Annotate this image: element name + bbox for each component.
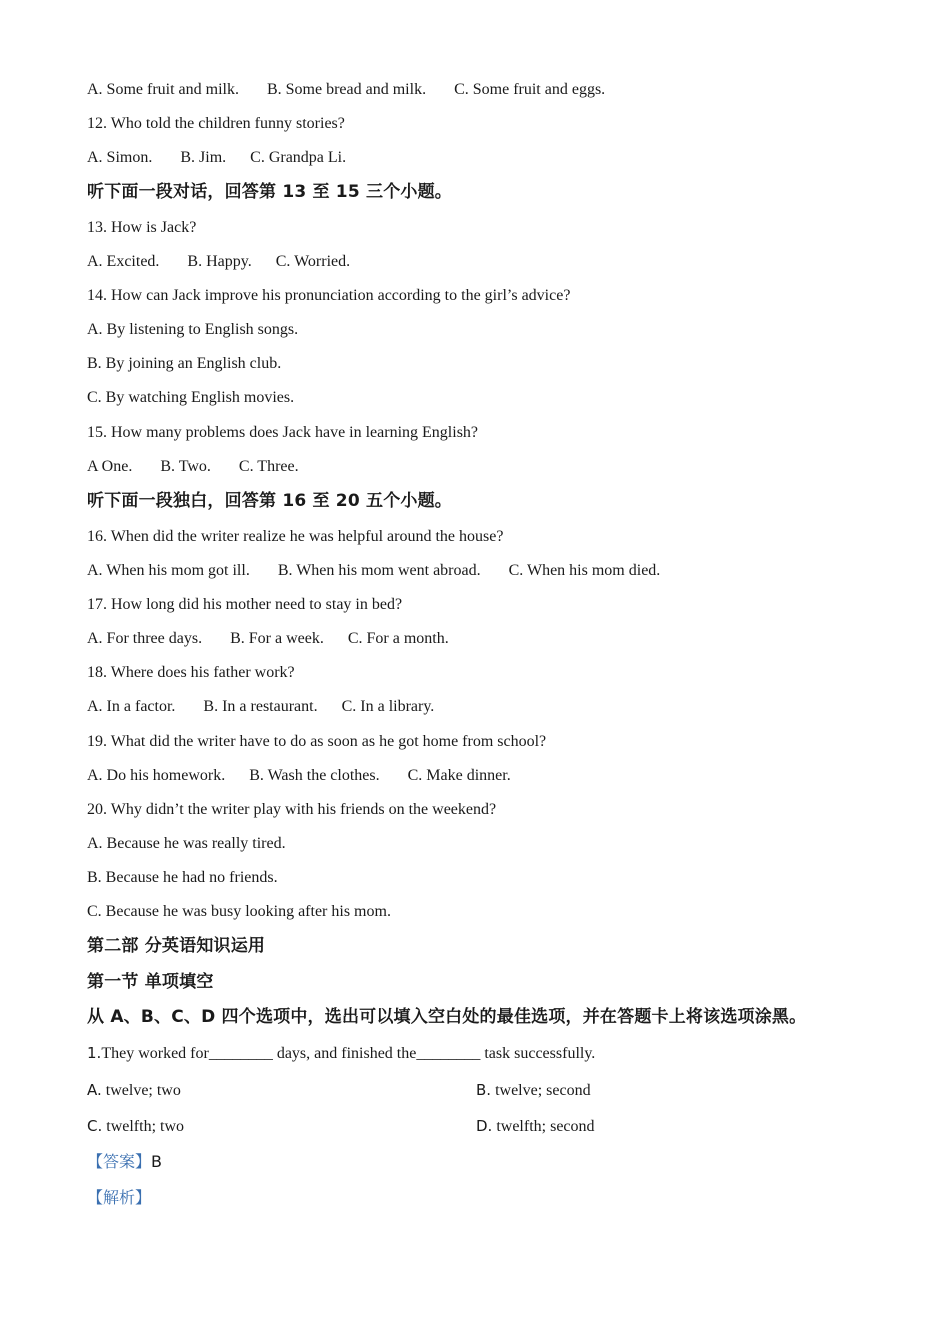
q11-option-b: B. Some bread and milk. xyxy=(266,81,427,98)
q12-option-b: B. Jim. xyxy=(180,149,227,166)
mcq1-analysis xyxy=(87,1188,151,1209)
q19-option-a: A. Do his homework. xyxy=(87,767,226,784)
q16-option-b: B. When his mom went abroad. xyxy=(277,562,481,579)
q14-option-a: A. By listening to English songs. xyxy=(87,321,299,338)
mcq1-option-b xyxy=(476,1080,591,1101)
q19-options xyxy=(87,766,511,786)
q13-option-a: A. Excited. xyxy=(87,253,160,270)
analysis-label: 【解析】 xyxy=(87,1188,152,1207)
mcq1-option-a xyxy=(87,1082,181,1099)
q15-question: 15. How many problems does Jack have in learning English? xyxy=(87,424,479,441)
answer-label: 【答案】 xyxy=(87,1152,152,1171)
q15-option-c: C. Three. xyxy=(238,458,299,475)
section1-title: 第一节 单项填空 xyxy=(87,972,214,992)
mcq1-option-b-letter: B. xyxy=(476,1081,492,1099)
q12-option-c: C. Grandpa Li. xyxy=(250,149,347,166)
q12-question: 12. Who told the children funny stories? xyxy=(87,115,345,132)
mcq1-option-c xyxy=(87,1118,184,1135)
q11-option-c: C. Some fruit and eggs. xyxy=(454,81,606,98)
mcq1-answer xyxy=(87,1152,162,1173)
q15-option-b: B. Two. xyxy=(160,458,211,475)
q14-question: 14. How can Jack improve his pronunciation according to the girl’s advice? xyxy=(87,287,571,304)
q13-option-b: B. Happy. xyxy=(187,253,252,270)
q15-options xyxy=(87,457,299,477)
q17-option-b: B. For a week. xyxy=(230,630,324,647)
q17-option-c: C. For a month. xyxy=(347,630,449,647)
mcq1-question xyxy=(87,1043,595,1064)
q20-option-c: C. Because he was busy looking after his mom. xyxy=(87,903,391,920)
q18-options xyxy=(87,697,434,717)
q14-option-c: C. By watching English movies. xyxy=(87,389,295,406)
q18-option-a: A. In a factor. xyxy=(87,698,176,715)
q16-options xyxy=(87,561,660,581)
q12-option-a: A. Simon. xyxy=(87,149,153,166)
q18-option-c: C. In a library. xyxy=(341,698,435,715)
mcq1-option-d-text: twelfth; second xyxy=(496,1118,595,1135)
q17-question: 17. How long did his mother need to stay in bed? xyxy=(87,596,403,613)
q18-question: 18. Where does his father work? xyxy=(87,664,295,681)
mcq1-option-d-letter: D. xyxy=(476,1117,493,1135)
q13-options xyxy=(87,252,350,272)
q20-option-b: B. Because he had no friends. xyxy=(87,869,278,886)
q13-question: 13. How is Jack? xyxy=(87,219,197,236)
mcq1-option-c-letter: C. xyxy=(87,1117,103,1135)
q11-option-a: A. Some fruit and milk. xyxy=(87,81,239,98)
mcq1-option-c-text: twelfth; two xyxy=(106,1118,185,1135)
section-heading-13-15: 听下面一段对话，回答第 13 至 15 三个小题。 xyxy=(87,182,452,202)
q19-question: 19. What did the writer have to do as soon as he got home from school? xyxy=(87,733,547,750)
mcq1-number: 1. xyxy=(87,1044,102,1062)
mcq1-option-a-letter: A. xyxy=(87,1081,102,1099)
q12-options xyxy=(87,148,346,168)
q16-question: 16. When did the writer realize he was helpful around the house? xyxy=(87,528,504,545)
mcq1-options-row-1 xyxy=(87,1080,887,1101)
q16-option-a: A. When his mom got ill. xyxy=(87,562,250,579)
part2-title: 第二部 分英语知识运用 xyxy=(87,936,266,956)
q20-option-a: A. Because he was really tired. xyxy=(87,835,286,852)
q20-question: 20. Why didn’t the writer play with his friends on the weekend? xyxy=(87,801,497,818)
q17-options xyxy=(87,629,449,649)
section-heading-16-20: 听下面一段独白，回答第 16 至 20 五个小题。 xyxy=(87,491,452,511)
mcq1-options-row-2 xyxy=(87,1116,887,1137)
q11-options xyxy=(87,80,605,100)
q16-option-c: C. When his mom died. xyxy=(508,562,661,579)
mcq1-question-text: They worked for________ days, and finished the________ task successfully. xyxy=(101,1045,596,1062)
q15-option-a: A One. xyxy=(87,458,133,475)
q13-option-c: C. Worried. xyxy=(275,253,351,270)
q14-option-b: B. By joining an English club. xyxy=(87,355,282,372)
mcq1-option-a-text: twelve; two xyxy=(105,1082,181,1099)
mcq1-option-d xyxy=(476,1116,595,1137)
q17-option-a: A. For three days. xyxy=(87,630,203,647)
q18-option-b: B. In a restaurant. xyxy=(203,698,318,715)
q19-option-c: C. Make dinner. xyxy=(407,767,511,784)
mcq1-option-b-text: twelve; second xyxy=(495,1082,591,1099)
q19-option-b: B. Wash the clothes. xyxy=(249,767,380,784)
instruction: 从 A、B、C、D 四个选项中，选出可以填入空白处的最佳选项，并在答题卡上将该选项涂黑。 xyxy=(87,1007,807,1027)
answer-value: B xyxy=(151,1152,162,1171)
